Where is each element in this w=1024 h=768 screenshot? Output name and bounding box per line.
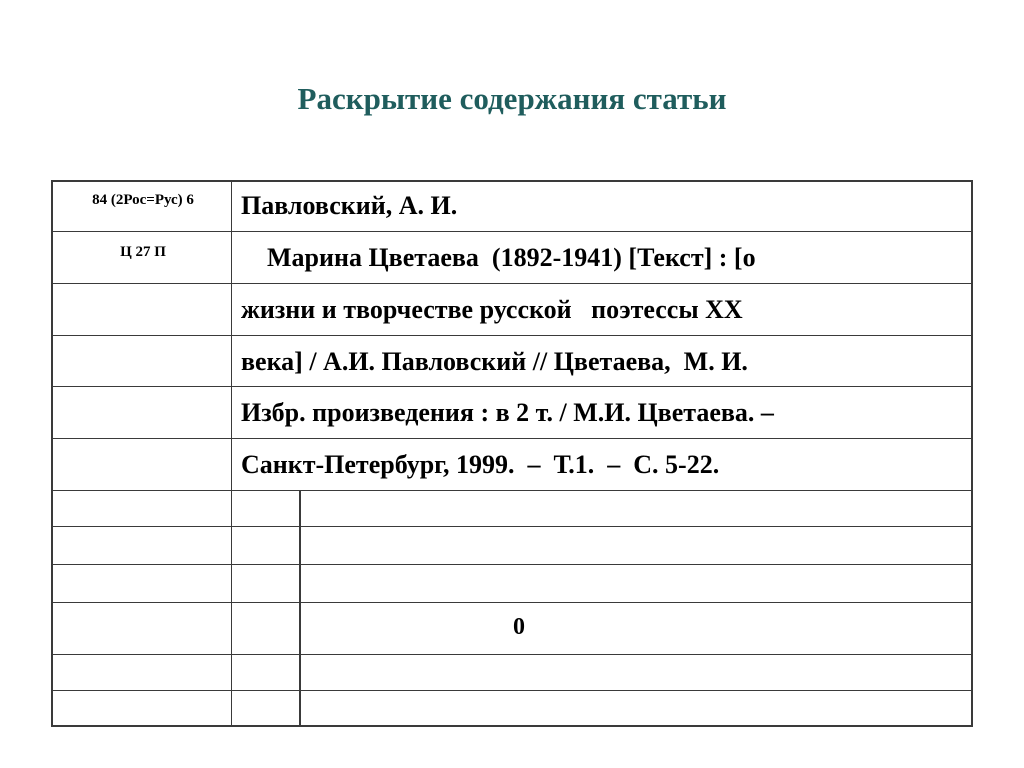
author-mark: Ц 27 П (120, 244, 166, 260)
card-rule (53, 283, 973, 284)
card-rule (53, 526, 973, 527)
card-rule (53, 690, 973, 691)
card-rule (53, 654, 973, 655)
author-heading: Павловский, А. И. (241, 191, 458, 220)
description-line: века] / А.И. Павловский // Цветаева, М. И. (241, 347, 748, 376)
card-rule (53, 231, 973, 232)
description-line: Марина Цветаева (1892-1941) [Текст] : [о (241, 243, 756, 272)
count-mark: 0 (513, 614, 525, 640)
description-line: Избр. произведения : в 2 т. / М.И. Цветаева. – (241, 398, 774, 427)
card-margin-line (299, 490, 301, 727)
description-line: жизни и творчестве русской поэтессы XX (241, 295, 743, 324)
card-rule (53, 490, 973, 491)
description-line: Санкт-Петербург, 1999. – Т.1. – С. 5-22. (241, 450, 720, 479)
card-rule (53, 564, 973, 565)
catalog-card (51, 180, 973, 727)
card-rule (53, 386, 973, 387)
card-column-divider (231, 182, 232, 727)
card-rule (53, 602, 973, 603)
card-rule (53, 438, 973, 439)
classification-index: 84 (2Рос=Рус) 6 (92, 192, 194, 208)
slide-title: Раскрытие содержания статьи (297, 81, 727, 116)
card-rule (53, 335, 973, 336)
